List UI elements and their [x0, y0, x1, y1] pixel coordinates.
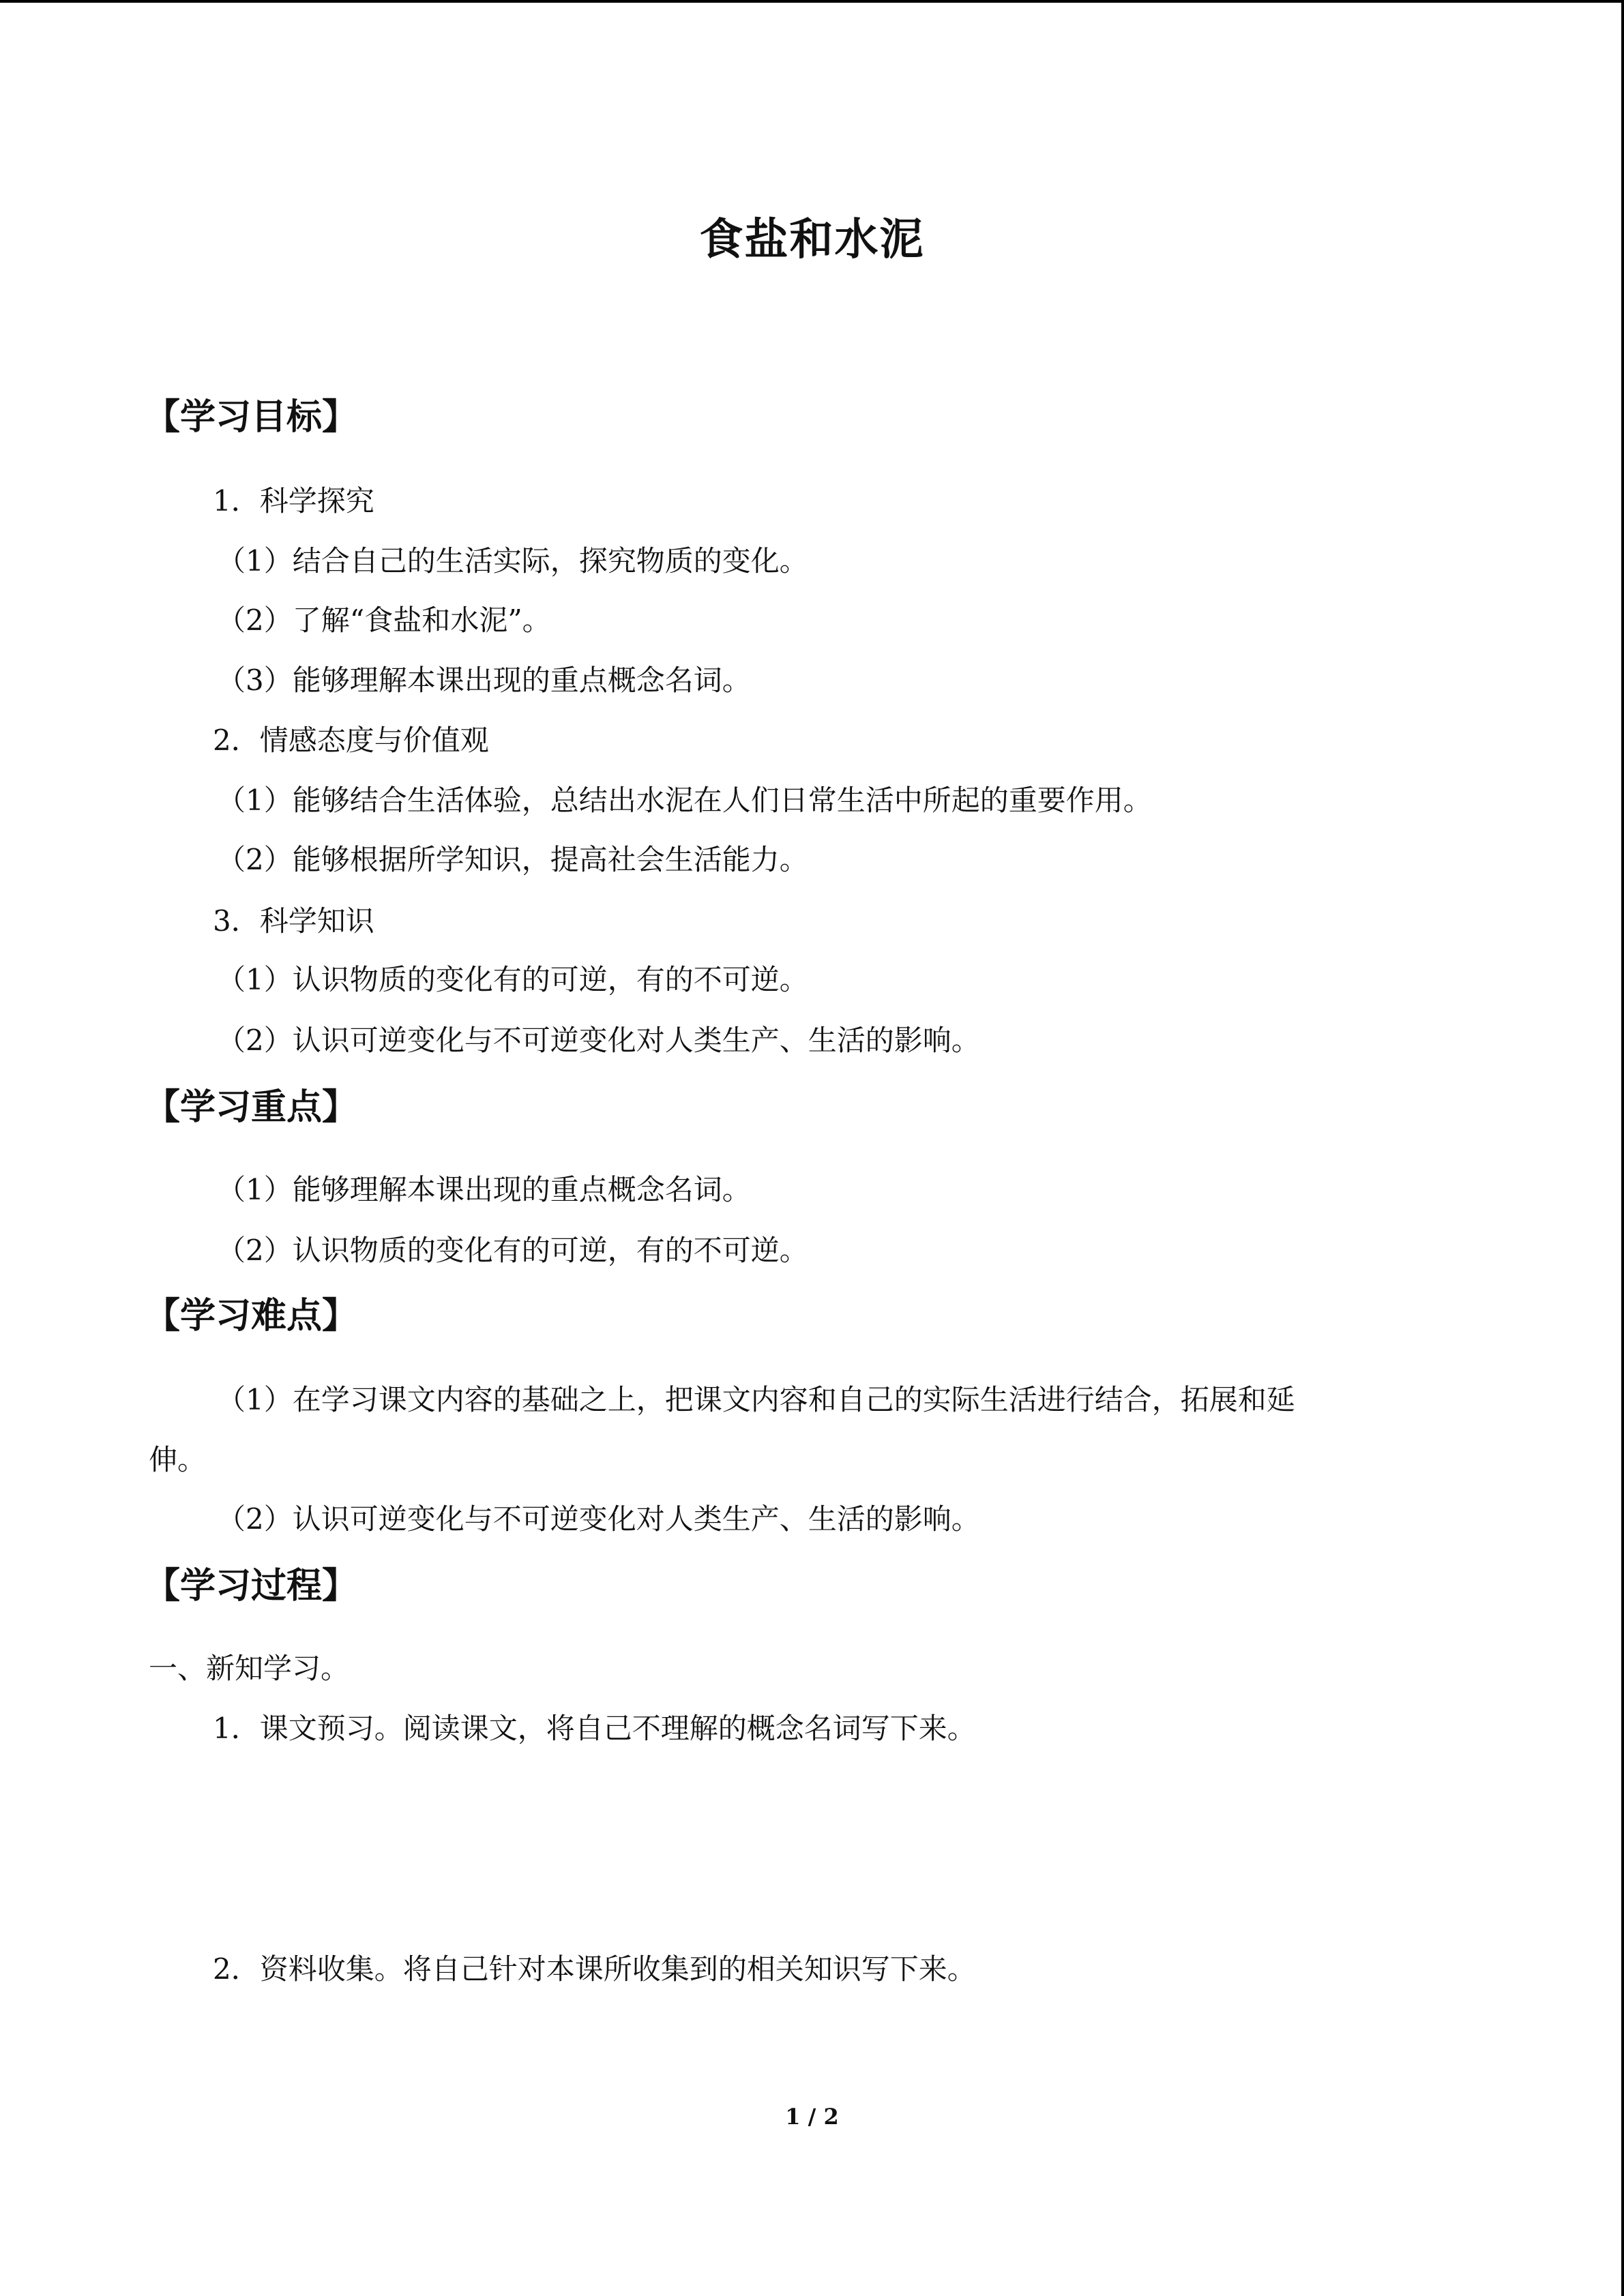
objective-item: （2）了解“食盐和水泥”。 — [217, 603, 551, 637]
objective-item: 2．情感态度与价值观 — [213, 724, 489, 757]
difficulty-item: （1）在学习课文内容的基础之上，把课文内容和自己的实际生活进行结合，拓展和延 — [217, 1383, 1295, 1416]
page-number: 1 / 2 — [785, 2104, 839, 2130]
page-border-top — [0, 0, 1624, 3]
process-item: 1．课文预习。阅读课文，将自己不理解的概念名词写下来。 — [213, 1712, 976, 1745]
objective-item: 1．科学探究 — [213, 484, 374, 518]
process-heading: 【学习过程】 — [145, 1566, 358, 1607]
objective-item: （1）认识物质的变化有的可逆，有的不可逆。 — [217, 963, 808, 996]
objective-item: （1）结合自己的生活实际，探究物质的变化。 — [217, 544, 808, 578]
objective-item: （3）能够理解本课出现的重点概念名词。 — [217, 664, 751, 697]
objective-item: （1）能够结合生活体验，总结出水泥在人们日常生活中所起的重要作用。 — [217, 784, 1152, 817]
key-point-item: （2）认识物质的变化有的可逆，有的不可逆。 — [217, 1234, 808, 1267]
difficulties-heading: 【学习难点】 — [145, 1296, 358, 1337]
objective-item: （2）能够根据所学知识，提高社会生活能力。 — [217, 843, 808, 876]
process-item: 一、新知学习。 — [149, 1652, 350, 1685]
difficulty-item-continuation: 伸。 — [149, 1443, 207, 1476]
document-title: 食盐和水泥 — [699, 215, 925, 265]
objectives-heading: 【学习目标】 — [145, 397, 358, 438]
page-border-right — [1621, 0, 1624, 2296]
process-item: 2．资料收集。将自己针对本课所收集到的相关知识写下来。 — [213, 1952, 976, 1986]
difficulty-item: （2）认识可逆变化与不可逆变化对人类生产、生活的影响。 — [217, 1502, 980, 1536]
key-point-item: （1）能够理解本课出现的重点概念名词。 — [217, 1173, 751, 1206]
objective-item: 3．科学知识 — [213, 904, 374, 938]
key-points-heading: 【学习重点】 — [145, 1087, 358, 1128]
objective-item: （2）认识可逆变化与不可逆变化对人类生产、生活的影响。 — [217, 1024, 980, 1057]
